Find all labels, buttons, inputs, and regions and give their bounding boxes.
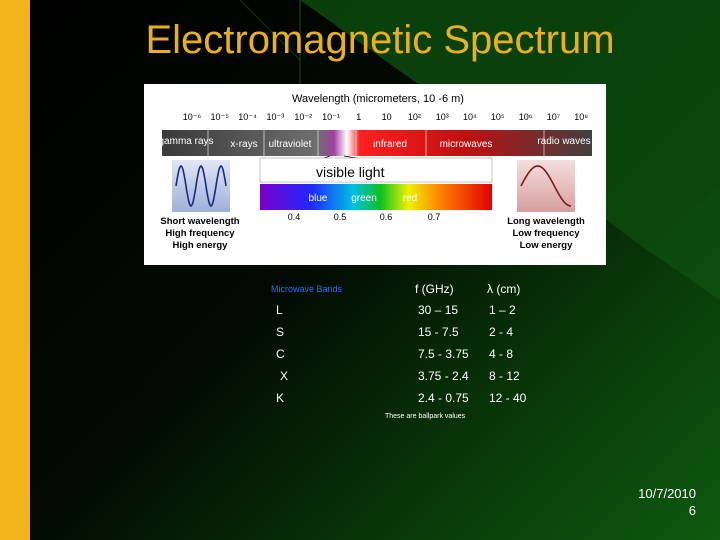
short-side-label: Short wavelength	[160, 216, 240, 227]
spectrum-svg	[144, 84, 606, 265]
table-cell-wavelength: 12 - 40	[489, 391, 527, 405]
top-tick-label: 10³	[435, 112, 449, 122]
table-cell-frequency: 30 – 15	[418, 303, 459, 317]
table-cell-band: L	[276, 303, 283, 317]
top-tick-label: 10²	[407, 112, 421, 122]
footer-date: 10/7/2010	[638, 486, 696, 501]
table-note: These are ballpark values	[385, 413, 466, 420]
short-side-label: High frequency	[165, 228, 235, 239]
top-tick-label: 10⁶	[518, 112, 533, 122]
table-cell-band: C	[276, 347, 285, 361]
top-tick-label: 1	[356, 112, 362, 122]
top-tick-label: 10	[381, 112, 392, 122]
visible-color-label: red	[402, 193, 418, 204]
long-wave-text	[507, 216, 585, 251]
band-label-radio-waves: radio waves	[537, 136, 591, 147]
top-tick-label: 10⁻⁴	[238, 112, 257, 122]
spectrum-diagram	[144, 84, 606, 265]
top-tick-label: 10⁵	[490, 112, 505, 122]
table-header-wavelength: λ (cm)	[487, 282, 521, 296]
band-label-x-rays: x-rays	[230, 139, 258, 150]
top-tick-label: 10⁻²	[294, 112, 313, 122]
visible-color-label: blue	[308, 193, 328, 204]
top-tick-labels	[183, 112, 589, 122]
visible-tick-label: 0.7	[427, 212, 441, 222]
top-tick-label: 10⁷	[546, 112, 561, 122]
table-cell-frequency: 3.75 - 2.4	[418, 369, 469, 383]
band-label-microwaves: microwaves	[439, 139, 493, 150]
visible-tick-label: 0.4	[287, 212, 301, 222]
short-side-label: High energy	[172, 240, 228, 251]
visible-light-title: visible light	[316, 164, 385, 180]
band-label-ultraviolet: ultraviolet	[268, 139, 312, 150]
left-accent-bar	[0, 0, 30, 540]
table-cell-frequency: 7.5 - 3.75	[418, 347, 469, 361]
table-cell-wavelength: 2 - 4	[489, 325, 514, 339]
table-cell-wavelength: 4 - 8	[489, 347, 514, 361]
visible-tick-label: 0.6	[379, 212, 393, 222]
table-header-band: Microwave Bands	[271, 284, 343, 294]
table-cell-wavelength: 8 - 12	[489, 369, 520, 383]
table-cell-band: K	[276, 391, 285, 405]
top-tick-label: 10⁸	[574, 112, 589, 122]
table-cell-band: S	[276, 325, 285, 339]
table-header-frequency: f (GHz)	[415, 282, 454, 296]
top-tick-label: 10⁻⁵	[210, 112, 230, 122]
top-tick-label: 10⁻¹	[322, 112, 340, 122]
table-cell-band: X	[280, 369, 289, 383]
table-cell-wavelength: 1 – 2	[489, 303, 516, 317]
band-label-gamma-rays: gamma rays	[158, 136, 214, 147]
visible-color-label: green	[351, 193, 377, 204]
table-cell-frequency: 15 - 7.5	[418, 325, 459, 339]
short-wave-text	[160, 216, 239, 251]
band-label-infrared: infrared	[373, 139, 407, 150]
wavelength-title: Wavelength (micrometers, 10 -6 m)	[292, 93, 464, 105]
page-number: 6	[688, 503, 696, 518]
visible-tick-labels	[288, 212, 441, 222]
long-side-label: Low frequency	[512, 228, 580, 239]
slide-title: Electromagnetic Spectrum	[145, 18, 615, 62]
top-tick-label: 10⁴	[463, 112, 477, 122]
long-side-label: Low energy	[519, 240, 573, 251]
top-tick-label: 10⁻³	[266, 112, 285, 122]
visible-tick-label: 0.5	[333, 212, 347, 222]
long-side-label: Long wavelength	[507, 216, 585, 227]
short-wave-panel	[172, 160, 230, 212]
table-cell-frequency: 2.4 - 0.75	[418, 391, 469, 405]
top-tick-label: 10⁻⁶	[182, 112, 202, 122]
